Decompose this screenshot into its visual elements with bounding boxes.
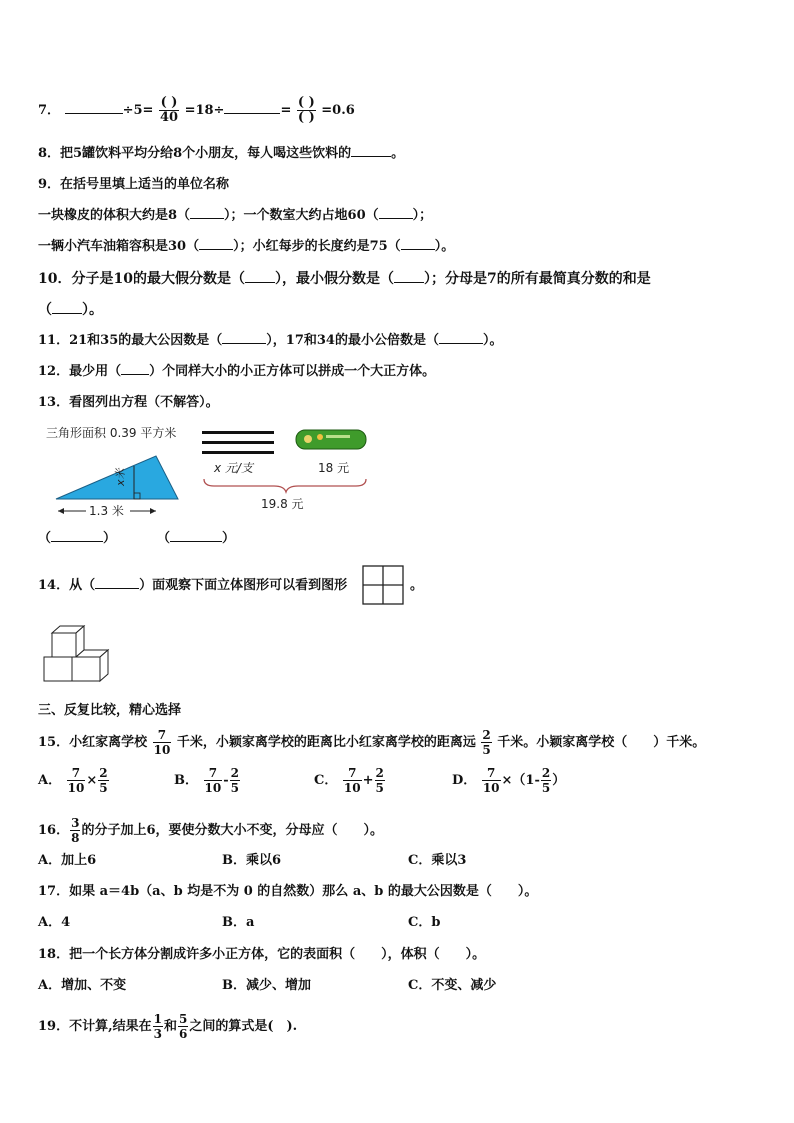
pen-bar xyxy=(202,451,274,454)
answer-blank[interactable] xyxy=(52,313,82,314)
fraction: $\frac{2}{5}$ xyxy=(230,766,239,795)
question-18: 18．把一个长方体分割成许多小正方体，它的表面积（ ），体积（ ）。 xyxy=(38,947,486,962)
answer-blank[interactable] xyxy=(439,343,483,344)
triangle-area-label: 三角形面积 0.39 平方米 xyxy=(46,426,177,440)
question-13-title: 13．看图列出方程（不解答）。 xyxy=(38,395,219,410)
option-c[interactable]: C． $\frac{7}{10}$ + $\frac{2}{5}$ xyxy=(314,766,384,795)
option-c[interactable]: C．不变、减少 xyxy=(408,978,497,993)
fraction: $\frac{5}{6}$ xyxy=(179,1012,188,1041)
question-11: 11．21和35的最大公因数是（ ），17和34的最小公倍数是（ ）。 xyxy=(38,333,503,348)
option-c[interactable]: C．b xyxy=(408,915,441,930)
box-decoration xyxy=(317,434,323,440)
option-a[interactable]: A． $\frac{7}{10}$ × $\frac{2}{5}$ xyxy=(38,766,108,795)
fraction: $\frac{2}{5}$ xyxy=(482,728,491,757)
total-label: 19.8 元 xyxy=(261,497,304,511)
option-a[interactable]: A．增加、不变 xyxy=(38,978,127,993)
question-12: 12．最少用（ ）个同样大小的小正方体可以拼成一个大正方体。 xyxy=(38,364,436,379)
triangle-base-label: 1.3 米 xyxy=(89,504,124,518)
triangle-height-label: x米 xyxy=(114,468,127,486)
cube-stack-figure xyxy=(40,625,110,689)
fraction: $\frac{( )}{40}$ xyxy=(159,95,179,125)
fraction: $\frac{3}{8}$ xyxy=(71,816,80,845)
answer-blank[interactable] xyxy=(190,218,224,219)
answer-blank[interactable] xyxy=(65,113,123,114)
fraction: $\frac{7}{10}$ xyxy=(482,766,500,795)
answer-blank[interactable] xyxy=(224,113,280,114)
question-14: 14．从（ ）面观察下面立体图形可以看到图形 xyxy=(38,578,348,593)
question-15: 15．小红家离学校 $\frac{7}{10}$ 千米，小颖家离学校的距离比小红家离学校的距离远 $\frac{2}{5}$ 千米。小颖家离学校（ ）千米。 xyxy=(38,728,706,757)
question-9-title: 9．在括号里填上适当的单位名称 xyxy=(38,177,230,192)
fraction: $\frac{( )}{( )}$ xyxy=(297,95,315,125)
answer-blank[interactable] xyxy=(95,588,139,589)
section-3-heading: 三、反复比较，精心选择 xyxy=(38,703,182,718)
answer-blank[interactable] xyxy=(222,343,266,344)
view-grid-icon xyxy=(362,565,404,605)
question-13-answer-1: （ ） xyxy=(38,531,117,546)
fraction: $\frac{2}{5}$ xyxy=(541,766,551,795)
question-9-line-2: 一辆小汽车油箱容积是30（ ）；小红每步的长度约是75（ ）。 xyxy=(38,239,455,254)
answer-blank[interactable] xyxy=(199,249,233,250)
question-9-line-1: 一块橡皮的体积大约是8（ ）；一个数室大约占地60（ ）； xyxy=(38,208,433,223)
question-19: 19．不计算,结果在 $\frac{1}{3}$ 和 $\frac{5}{6}$ 之间的算式是( ). xyxy=(38,1012,298,1041)
question-7: 7． ÷5= $\frac{( )}{40}$ =18÷ = $\frac{( )}{( )}$ =0.6 xyxy=(38,95,355,125)
question-17: 17．如果 a＝4b（a、b 均是不为 0 的自然数）那么 a、b 的最大公因数是（ ）。 xyxy=(38,884,538,899)
fraction: $\frac{7}{10}$ xyxy=(204,766,222,795)
pen-bar xyxy=(202,441,274,444)
unit-price-label: x 元/支 xyxy=(214,461,253,475)
answer-blank[interactable] xyxy=(245,282,275,283)
pen-bar xyxy=(202,431,274,434)
question-10-cont: （ ）。 xyxy=(38,302,103,318)
answer-blank[interactable] xyxy=(379,218,413,219)
question-16: 16． $\frac{3}{8}$ 的分子加上6，要使分数大小不变，分母应（ ）。 xyxy=(38,816,383,845)
option-b[interactable]: B．a xyxy=(222,915,255,930)
answer-blank[interactable] xyxy=(121,374,149,375)
box-decoration xyxy=(304,435,312,443)
answer-blank[interactable] xyxy=(351,156,391,157)
fraction: $\frac{2}{5}$ xyxy=(375,766,384,795)
answer-blank[interactable] xyxy=(401,249,435,250)
option-b[interactable]: B．乘以6 xyxy=(222,853,282,868)
question-8: 8．把5罐饮料平均分给8个小朋友，每人喝这些饮料的 。 xyxy=(38,146,405,161)
option-d[interactable]: D． $\frac{7}{10}$ ×（1- $\frac{2}{5}$ ） xyxy=(452,766,566,795)
question-10: 10．分子是10的最大假分数是（ ），最小假分数是（ ）；分母是7的所有最简真分数的和是 xyxy=(38,271,651,287)
answer-blank[interactable] xyxy=(170,541,222,542)
answer-blank[interactable] xyxy=(394,282,424,283)
option-b[interactable]: B． $\frac{7}{10}$ - $\frac{2}{5}$ xyxy=(174,766,239,795)
fraction: $\frac{7}{10}$ xyxy=(343,766,361,795)
question-13-figure xyxy=(38,420,378,520)
fraction: $\frac{7}{10}$ xyxy=(67,766,85,795)
box-price-label: 18 元 xyxy=(318,461,350,475)
option-a[interactable]: A．加上6 xyxy=(38,853,97,868)
fraction: $\frac{1}{3}$ xyxy=(153,1012,162,1041)
option-b[interactable]: B．减少、增加 xyxy=(222,978,311,993)
fraction: $\frac{2}{5}$ xyxy=(99,766,108,795)
question-13-answer-2: （ ） xyxy=(157,531,236,546)
box-decoration xyxy=(326,435,350,438)
question-14-end: 。 xyxy=(410,578,424,593)
arrow-right-icon xyxy=(150,508,156,514)
total-brace xyxy=(204,479,366,492)
arrow-left-icon xyxy=(58,508,64,514)
option-a[interactable]: A．4 xyxy=(38,915,71,930)
answer-blank[interactable] xyxy=(51,541,103,542)
fraction: $\frac{7}{10}$ xyxy=(153,728,171,757)
option-c[interactable]: C．乘以3 xyxy=(408,853,467,868)
